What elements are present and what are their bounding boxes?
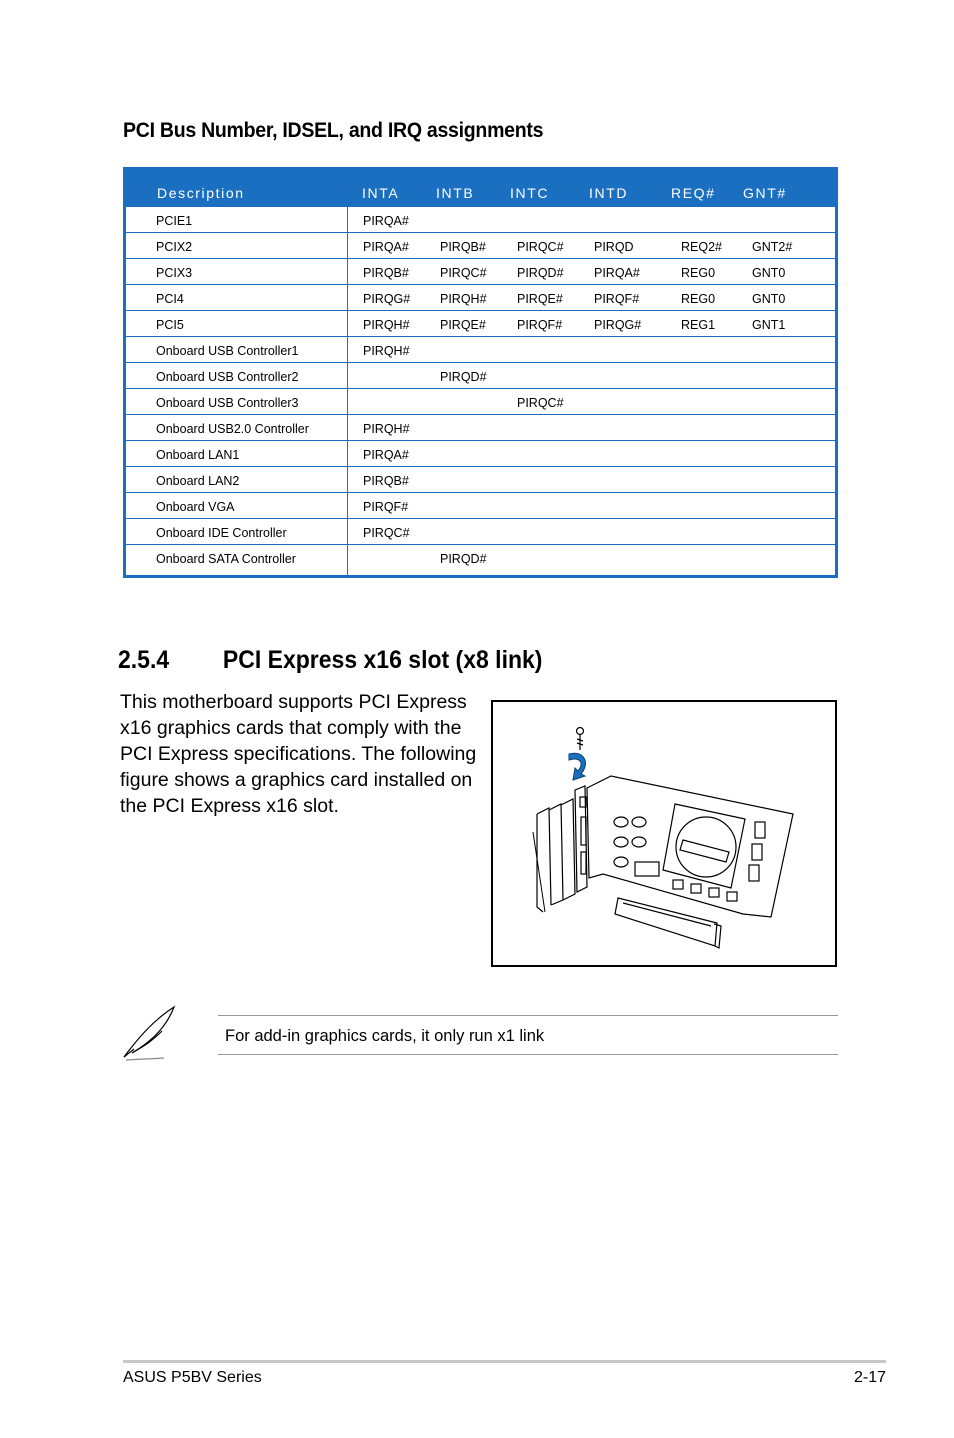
cell-intb: PIRQC#	[440, 266, 487, 280]
cell-intc: PIRQE#	[517, 292, 563, 306]
cell-intb: PIRQE#	[440, 318, 486, 332]
graphics-card-illustration	[493, 702, 835, 965]
cell-description: Onboard IDE Controller	[156, 526, 287, 540]
footer-page-number: 2-17	[853, 1369, 886, 1386]
table-row	[126, 207, 835, 233]
cell-gnt: GNT1	[752, 318, 786, 332]
cell-inta: PIRQF#	[363, 500, 409, 514]
section-title: PCI Bus Number, IDSEL, and IRQ assignments	[123, 119, 544, 142]
rotate-arrow-icon	[569, 753, 585, 780]
cell-inta: PIRQA#	[363, 240, 409, 254]
note-text: For add-in graphics cards, it only run x1 link	[225, 1027, 545, 1045]
cell-intc: PIRQD#	[517, 266, 564, 280]
cell-description: Onboard USB2.0 Controller	[156, 422, 309, 436]
cell-req: REG0	[681, 292, 716, 306]
cell-description: PCIX2	[156, 240, 193, 254]
table-row	[126, 493, 835, 519]
cell-description: Onboard LAN1	[156, 448, 240, 462]
cell-req: REG1	[681, 318, 716, 332]
graphics-card-figure	[491, 700, 837, 967]
cell-intb: PIRQD#	[440, 370, 487, 384]
table-row	[126, 467, 835, 493]
cell-description: Onboard USB Controller3	[156, 396, 299, 410]
cell-gnt: GNT2#	[752, 240, 793, 254]
heading-title: PCI Express x16 slot (x8 link)	[222, 646, 543, 674]
cell-gnt: GNT0	[752, 266, 786, 280]
cell-inta: PIRQH#	[363, 344, 410, 358]
cell-intd: PIRQD	[594, 240, 634, 254]
table-header	[126, 170, 835, 207]
cell-description: Onboard USB Controller2	[156, 370, 299, 384]
screw-icon	[577, 728, 584, 751]
cell-intd: PIRQG#	[594, 318, 642, 332]
cell-intd: PIRQF#	[594, 292, 640, 306]
cell-req: REQ2#	[681, 240, 722, 254]
table-row	[126, 441, 835, 467]
table-row	[126, 337, 835, 363]
cell-intc: PIRQF#	[517, 318, 563, 332]
table-row	[126, 415, 835, 441]
header-intd: INTD	[589, 185, 629, 201]
table-row	[126, 363, 835, 389]
section-heading	[118, 646, 542, 675]
cell-description: Onboard USB Controller1	[156, 344, 299, 358]
header-req: REQ#	[671, 185, 716, 201]
table-row	[126, 545, 835, 571]
cell-intd: PIRQA#	[594, 266, 640, 280]
cell-req: REG0	[681, 266, 716, 280]
table-row	[126, 259, 835, 285]
cell-description: PCI5	[156, 318, 184, 332]
cell-intc: PIRQC#	[517, 396, 564, 410]
header-gnt: GNT#	[743, 185, 787, 201]
table-row	[126, 389, 835, 415]
note-feather-icon	[118, 1003, 180, 1063]
note-bottom-rule	[218, 1054, 838, 1055]
cell-inta: PIRQG#	[363, 292, 411, 306]
cell-description: PCIE1	[156, 214, 193, 228]
cell-intb: PIRQD#	[440, 552, 487, 566]
note-top-rule	[218, 1015, 838, 1016]
header-inta: INTA	[362, 185, 400, 201]
cell-inta: PIRQC#	[363, 526, 410, 540]
cell-description: Onboard LAN2	[156, 474, 240, 488]
cell-inta: PIRQB#	[363, 474, 409, 488]
cell-gnt: GNT0	[752, 292, 786, 306]
irq-table	[123, 167, 838, 578]
cell-intc: PIRQC#	[517, 240, 564, 254]
table-row	[126, 233, 835, 259]
header-intb: INTB	[436, 185, 475, 201]
cell-description: Onboard VGA	[156, 500, 235, 514]
table-row	[126, 285, 835, 311]
cell-inta: PIRQH#	[363, 422, 410, 436]
cell-description: Onboard SATA Controller	[156, 552, 296, 566]
cell-description: PCIX3	[156, 266, 193, 280]
footer-rule	[123, 1360, 886, 1363]
cell-description: PCI4	[156, 292, 184, 306]
cell-intb: PIRQB#	[440, 240, 486, 254]
body-paragraph: This motherboard supports PCI Express x16 graphics cards that comply with the PCI Express specifications. The following figure shows a graphics card installed on the PCI Express x16 slot.	[120, 691, 477, 817]
heading-number: 2.5.4	[118, 646, 170, 674]
cell-intb: PIRQH#	[440, 292, 487, 306]
footer-product: ASUS P5BV Series	[123, 1369, 262, 1386]
header-description: Description	[157, 185, 245, 201]
cell-inta: PIRQB#	[363, 266, 409, 280]
table-row	[126, 519, 835, 545]
table-row	[126, 311, 835, 337]
header-intc: INTC	[510, 185, 550, 201]
cell-inta: PIRQA#	[363, 448, 409, 462]
cell-inta: PIRQA#	[363, 214, 409, 228]
cell-inta: PIRQH#	[363, 318, 410, 332]
